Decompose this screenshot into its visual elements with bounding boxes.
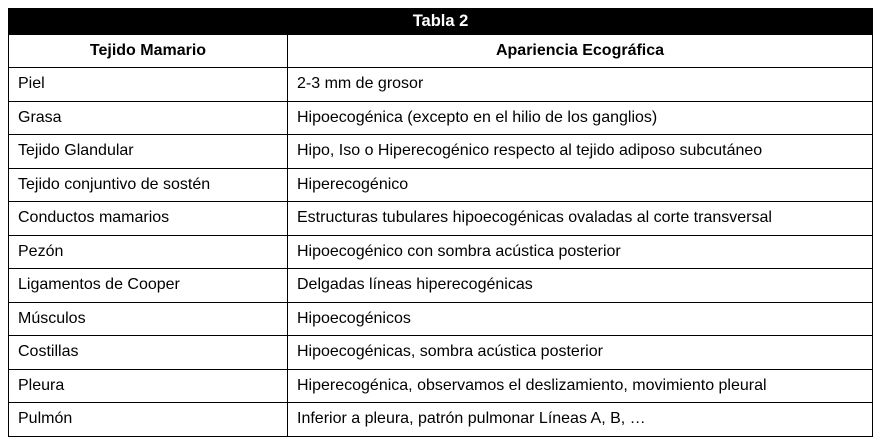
table-row — [9, 68, 873, 102]
appearance-cell: Hiperecogénica, observamos el deslizamiento, movimiento pleural — [288, 369, 873, 403]
appearance-cell: Hipo, Iso o Hiperecogénico respecto al tejido adiposo subcutáneo — [288, 135, 873, 169]
appearance-cell: Hipoecogénicos — [288, 302, 873, 336]
table-row — [9, 168, 873, 202]
tissue-cell: Conductos mamarios — [9, 202, 288, 236]
table-row — [9, 135, 873, 169]
table-title: Tabla 2 — [9, 9, 873, 35]
tissue-cell: Ligamentos de Cooper — [9, 269, 288, 303]
table-row — [9, 403, 873, 437]
column-header-appearance: Apariencia Ecográfica — [288, 35, 873, 68]
tissue-cell: Piel — [9, 68, 288, 102]
table-row — [9, 101, 873, 135]
tissue-cell: Pleura — [9, 369, 288, 403]
appearance-cell: Hipoecogénica (excepto en el hilio de los ganglios) — [288, 101, 873, 135]
table-body — [9, 68, 873, 437]
tissue-cell: Costillas — [9, 336, 288, 370]
appearance-cell: Delgadas líneas hiperecogénicas — [288, 269, 873, 303]
tissue-cell: Pulmón — [9, 403, 288, 437]
table-title-row — [9, 9, 873, 35]
appearance-cell: Hiperecogénico — [288, 168, 873, 202]
appearance-cell: Hipoecogénicas, sombra acústica posterior — [288, 336, 873, 370]
appearance-cell: Inferior a pleura, patrón pulmonar Líneas A, B, … — [288, 403, 873, 437]
appearance-cell: Hipoecogénico con sombra acústica posterior — [288, 235, 873, 269]
table-row — [9, 302, 873, 336]
table-row — [9, 336, 873, 370]
tissue-cell: Tejido conjuntivo de sostén — [9, 168, 288, 202]
tissue-cell: Pezón — [9, 235, 288, 269]
appearance-cell: Estructuras tubulares hipoecogénicas ovaladas al corte transversal — [288, 202, 873, 236]
data-table — [8, 8, 873, 437]
table-row — [9, 202, 873, 236]
table-row — [9, 235, 873, 269]
table-row — [9, 369, 873, 403]
table-header-row — [9, 35, 873, 68]
tissue-cell: Músculos — [9, 302, 288, 336]
tissue-cell: Tejido Glandular — [9, 135, 288, 169]
appearance-cell: 2-3 mm de grosor — [288, 68, 873, 102]
table-row — [9, 269, 873, 303]
column-header-tissue: Tejido Mamario — [9, 35, 288, 68]
tissue-cell: Grasa — [9, 101, 288, 135]
